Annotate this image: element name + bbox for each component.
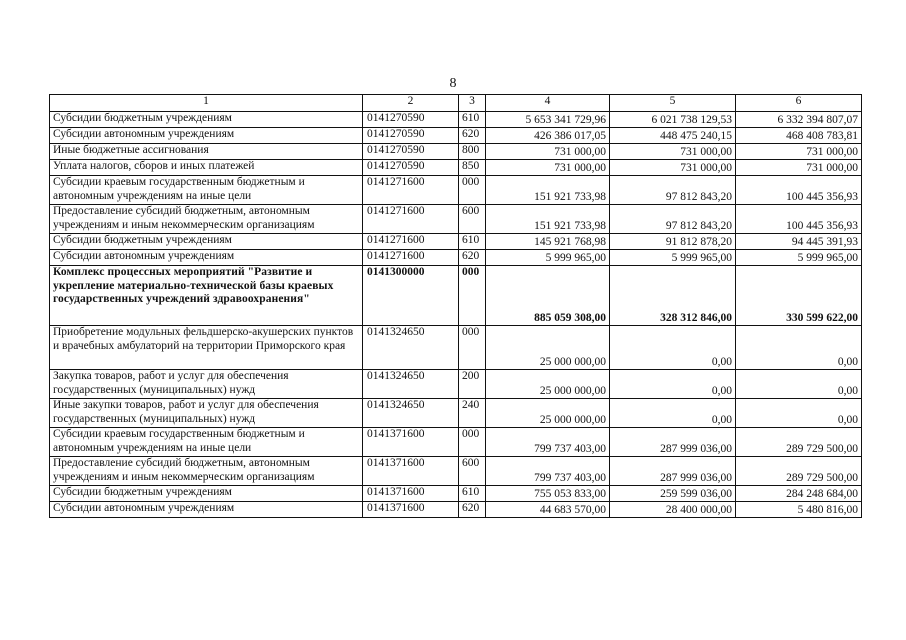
row-amount-col6: 0,00: [736, 399, 862, 428]
table-row: [50, 457, 862, 486]
row-expense-type: 000: [459, 176, 486, 205]
row-name: Приобретение модульных фельдшерско-акушерских пунктов и врачебных амбулаторий на территории Приморского края: [50, 326, 363, 370]
row-expense-type: 000: [459, 428, 486, 457]
row-amount-col5: 6 021 738 129,53: [610, 112, 736, 128]
row-amount-col4: 426 386 017,05: [486, 128, 610, 144]
row-expense-type: 610: [459, 234, 486, 250]
table-row: [50, 428, 862, 457]
row-expense-type: 620: [459, 502, 486, 518]
row-amount-col4: 5 999 965,00: [486, 250, 610, 266]
row-name: Комплекс процессных мероприятий "Развитие и укрепление материально-технической базы краевых государственных учреждений здравоохранения": [50, 266, 363, 326]
row-amount-col4: 731 000,00: [486, 160, 610, 176]
table-row: [50, 112, 862, 128]
row-amount-col5: 731 000,00: [610, 160, 736, 176]
row-amount-col5: 97 812 843,20: [610, 205, 736, 234]
budget-table: [49, 94, 862, 518]
row-amount-col5: 5 999 965,00: [610, 250, 736, 266]
row-target-code: 0141270590: [363, 112, 459, 128]
row-expense-type: 610: [459, 112, 486, 128]
row-target-code: 0141300000: [363, 266, 459, 326]
row-name: Субсидии бюджетным учреждениям: [50, 112, 363, 128]
row-amount-col5: 287 999 036,00: [610, 457, 736, 486]
row-target-code: 0141271600: [363, 205, 459, 234]
row-amount-col4: 25 000 000,00: [486, 326, 610, 370]
row-amount-col6: 6 332 394 807,07: [736, 112, 862, 128]
row-amount-col4: 151 921 733,98: [486, 176, 610, 205]
row-target-code: 0141371600: [363, 457, 459, 486]
row-amount-col5: 28 400 000,00: [610, 502, 736, 518]
row-name: Предоставление субсидий бюджетным, автономным учреждениям и иным некоммерческим организациям: [50, 457, 363, 486]
row-expense-type: 850: [459, 160, 486, 176]
row-target-code: 0141270590: [363, 144, 459, 160]
row-target-code: 0141324650: [363, 399, 459, 428]
row-expense-type: 800: [459, 144, 486, 160]
row-target-code: 0141271600: [363, 176, 459, 205]
row-amount-col4: 44 683 570,00: [486, 502, 610, 518]
table-row: [50, 144, 862, 160]
row-amount-col5: 287 999 036,00: [610, 428, 736, 457]
row-amount-col4: 755 053 833,00: [486, 486, 610, 502]
row-name: Иные бюджетные ассигнования: [50, 144, 363, 160]
table-row: [50, 370, 862, 399]
row-amount-col6: 5 480 816,00: [736, 502, 862, 518]
column-header: 6: [736, 95, 862, 112]
row-target-code: 0141371600: [363, 502, 459, 518]
column-header: 3: [459, 95, 486, 112]
table-row: [50, 502, 862, 518]
row-amount-col6: 731 000,00: [736, 160, 862, 176]
row-target-code: 0141324650: [363, 370, 459, 399]
row-amount-col5: 731 000,00: [610, 144, 736, 160]
row-name: Уплата налогов, сборов и иных платежей: [50, 160, 363, 176]
table-row: [50, 205, 862, 234]
row-amount-col6: 0,00: [736, 326, 862, 370]
table-row: [50, 326, 862, 370]
row-amount-col5: 0,00: [610, 326, 736, 370]
row-name: Предоставление субсидий бюджетным, автономным учреждениям и иным некоммерческим организациям: [50, 205, 363, 234]
row-amount-col4: 145 921 768,98: [486, 234, 610, 250]
row-amount-col5: 259 599 036,00: [610, 486, 736, 502]
row-expense-type: 600: [459, 205, 486, 234]
row-name: Субсидии краевым государственным бюджетным и автономным учреждениям на иные цели: [50, 428, 363, 457]
table-row: [50, 266, 862, 326]
row-amount-col6: 0,00: [736, 370, 862, 399]
row-amount-col6: 289 729 500,00: [736, 428, 862, 457]
row-amount-col4: 799 737 403,00: [486, 457, 610, 486]
row-expense-type: 200: [459, 370, 486, 399]
row-amount-col6: 330 599 622,00: [736, 266, 862, 326]
row-expense-type: 610: [459, 486, 486, 502]
row-amount-col4: 25 000 000,00: [486, 399, 610, 428]
row-target-code: 0141270590: [363, 128, 459, 144]
row-amount-col4: 731 000,00: [486, 144, 610, 160]
row-expense-type: 620: [459, 128, 486, 144]
header-row: [50, 95, 862, 112]
row-amount-col6: 468 408 783,81: [736, 128, 862, 144]
row-target-code: 0141271600: [363, 250, 459, 266]
row-name: Субсидии краевым государственным бюджетным и автономным учреждениям на иные цели: [50, 176, 363, 205]
row-amount-col5: 328 312 846,00: [610, 266, 736, 326]
row-amount-col6: 100 445 356,93: [736, 205, 862, 234]
row-expense-type: 600: [459, 457, 486, 486]
row-amount-col5: 97 812 843,20: [610, 176, 736, 205]
table-row: [50, 399, 862, 428]
row-target-code: 0141270590: [363, 160, 459, 176]
page-number: 8: [449, 76, 457, 91]
row-amount-col5: 0,00: [610, 370, 736, 399]
row-amount-col6: 5 999 965,00: [736, 250, 862, 266]
row-target-code: 0141271600: [363, 234, 459, 250]
table-row: [50, 160, 862, 176]
row-amount-col4: 799 737 403,00: [486, 428, 610, 457]
row-name: Закупка товаров, работ и услуг для обеспечения государственных (муниципальных) нужд: [50, 370, 363, 399]
row-amount-col5: 0,00: [610, 399, 736, 428]
column-header: 1: [50, 95, 363, 112]
column-header: 4: [486, 95, 610, 112]
row-name: Субсидии бюджетным учреждениям: [50, 486, 363, 502]
row-amount-col4: 151 921 733,98: [486, 205, 610, 234]
row-amount-col6: 100 445 356,93: [736, 176, 862, 205]
row-name: Субсидии автономным учреждениям: [50, 128, 363, 144]
table-row: [50, 486, 862, 502]
row-amount-col6: 289 729 500,00: [736, 457, 862, 486]
row-amount-col6: 731 000,00: [736, 144, 862, 160]
row-target-code: 0141371600: [363, 428, 459, 457]
row-amount-col6: 94 445 391,93: [736, 234, 862, 250]
table-row: [50, 176, 862, 205]
row-expense-type: 000: [459, 266, 486, 326]
row-name: Субсидии автономным учреждениям: [50, 502, 363, 518]
table-row: [50, 128, 862, 144]
row-target-code: 0141324650: [363, 326, 459, 370]
row-name: Иные закупки товаров, работ и услуг для обеспечения государственных (муниципальных) нужд: [50, 399, 363, 428]
table-row: [50, 234, 862, 250]
row-amount-col4: 885 059 308,00: [486, 266, 610, 326]
column-header: 2: [363, 95, 459, 112]
row-target-code: 0141371600: [363, 486, 459, 502]
row-name: Субсидии автономным учреждениям: [50, 250, 363, 266]
row-amount-col5: 448 475 240,15: [610, 128, 736, 144]
row-name: Субсидии бюджетным учреждениям: [50, 234, 363, 250]
row-expense-type: 000: [459, 326, 486, 370]
row-amount-col4: 5 653 341 729,96: [486, 112, 610, 128]
column-header: 5: [610, 95, 736, 112]
table-row: [50, 250, 862, 266]
row-amount-col4: 25 000 000,00: [486, 370, 610, 399]
row-expense-type: 240: [459, 399, 486, 428]
row-expense-type: 620: [459, 250, 486, 266]
row-amount-col5: 91 812 878,20: [610, 234, 736, 250]
row-amount-col6: 284 248 684,00: [736, 486, 862, 502]
